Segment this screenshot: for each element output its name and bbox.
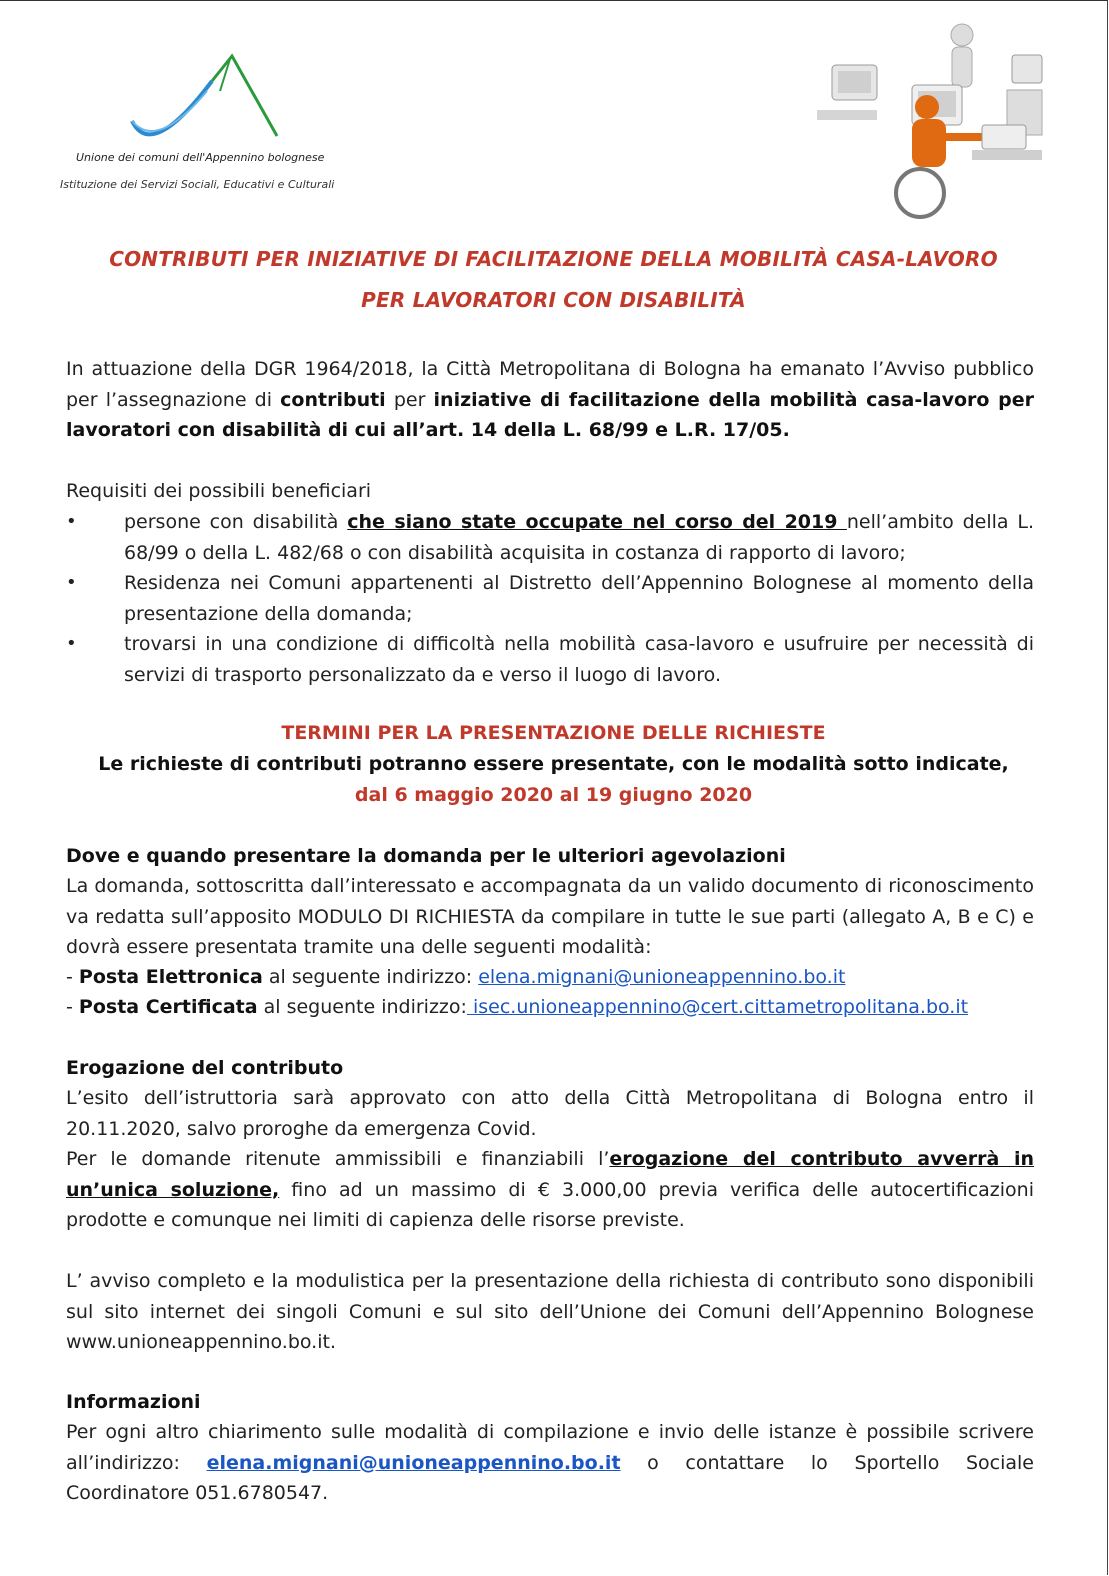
email-link-posta-certificata[interactable]: isec.unioneappennino@cert.cittametropolitana.bo.it — [466, 996, 969, 1018]
logo-subtitle: Istituzione dei Servizi Sociali, Educativi e Culturali — [60, 178, 335, 191]
email-link-informazioni[interactable]: elena.mignani@unioneappennino.bo.it — [206, 1451, 621, 1474]
informazioni-heading: Informazioni — [66, 1391, 201, 1413]
dove-paragraph: La domanda, sottoscritta dall’interessato e accompagnata da un valido documento di riconoscimento va redatta sull’apposito MODULO DI RICHIESTA da compilare in tutte le sue parti (allegato A, B e C) e dovrà essere presentata tramite una delle seguenti modalità: — [66, 875, 1034, 958]
erogazione-paragraph-2: Per le domande ritenute ammissibili e finanziabili l’erogazione del contributo avverrà in un’unica soluzione, fino ad un massimo di € 3.000,00 previa verifica delle autocertificazioni prodotte e comunque nei limiti di capienza delle risorse previste. — [66, 1148, 1034, 1231]
informazioni-paragraph: Per ogni altro chiarimento sulle modalità di compilazione e invio delle istanze è possibile scrivere all’indirizzo: elena.mignani@unioneappennino.bo.it o contattare lo Sportello Sociale Coordinatore 051.6780547. — [66, 1421, 1034, 1504]
intro-paragraph — [66, 354, 1034, 446]
erogazione-paragraph-1: L’esito dell’istruttoria sarà approvato con atto della Città Metropolitana di Bologna entro il 20.11.2020, salvo proroghe da emergenza Covid. — [66, 1087, 1034, 1140]
intro-bold-contributi: contributi — [280, 388, 386, 411]
erogazione-underlined: erogazione del contributo avverrà in un’unica soluzione, — [66, 1148, 1034, 1201]
intro-bold-iniziative: iniziative di facilitazione della mobilità casa-lavoro per lavoratori con disabilità di cui all’art. 14 della L. 68/99 e L.R. 17/05. — [66, 388, 1035, 441]
requisiti-heading: Requisiti dei possibili beneficiari — [66, 480, 372, 502]
logo-name: Unione dei comuni dell'Appennino bolognese — [76, 151, 325, 164]
logo-mark-icon — [112, 51, 312, 151]
title-line-2: PER LAVORATORI CON DISABILITÀ — [361, 288, 746, 312]
termini-dates: dal 6 maggio 2020 al 19 giugno 2020 — [354, 784, 753, 806]
termini-heading: TERMINI PER LA PRESENTAZIONE DELLE RICHIESTE — [281, 722, 826, 744]
requisiti-list — [66, 507, 1034, 690]
union-logo — [60, 51, 372, 201]
title-line-1: CONTRIBUTI PER INIZIATIVE DI FACILITAZIONE DELLA MOBILITÀ CASA-LAVORO — [109, 247, 998, 271]
dove-heading: Dove e quando presentare la domanda per le ulteriori agevolazioni — [66, 845, 786, 867]
email-link-posta-elettronica[interactable]: elena.mignani@unioneappennino.bo.it — [478, 966, 846, 988]
disability-work-illustration — [812, 15, 1052, 225]
intro-text: In attuazione della DGR 1964/2018, la Città Metropolitana di Bologna ha emanato l’Avviso pubblico per l’assegnazione di — [66, 358, 1034, 411]
posta-certificata-line: - Posta Certificata al seguente indirizzo: isec.unioneappennino@cert.cittametropolitana.bo.it — [66, 996, 969, 1018]
list-item: • Residenza nei Comuni appartenenti al Distretto dell’Appennino Bolognese al momento della presentazione della domanda; — [66, 568, 1034, 629]
avviso-paragraph: L’ avviso completo e la modulistica per la presentazione della richiesta di contributo sono disponibili sul sito internet dei singoli Comuni e sul sito dell’Unione dei Comuni dell’Appennino Bolognese www.unioneappennino.bo.it. — [66, 1270, 1034, 1353]
intro-text-per: per — [385, 388, 434, 411]
erogazione-heading: Erogazione del contributo — [66, 1057, 344, 1079]
requisiti-underlined: che siano state occupate nel corso del 2019 — [347, 511, 847, 533]
list-item: • trovarsi in una condizione di difficoltà nella mobilità casa-lavoro e usufruire per necessità di servizi di trasporto personalizzato da e verso il luogo di lavoro. — [66, 629, 1034, 690]
posta-elettronica-line: - Posta Elettronica al seguente indirizzo: elena.mignani@unioneappennino.bo.it — [66, 966, 846, 988]
list-item: • persone con disabilità che siano state occupate nel corso del 2019 nell’ambito della L. 68/99 o della L. 482/68 o con disabilità acquisita in costanza di rapporto di lavoro; — [66, 507, 1034, 568]
computer-users-icon — [812, 15, 1052, 225]
termini-text: Le richieste di contributi potranno essere presentate, con le modalità sotto indicate, — [98, 753, 1009, 775]
